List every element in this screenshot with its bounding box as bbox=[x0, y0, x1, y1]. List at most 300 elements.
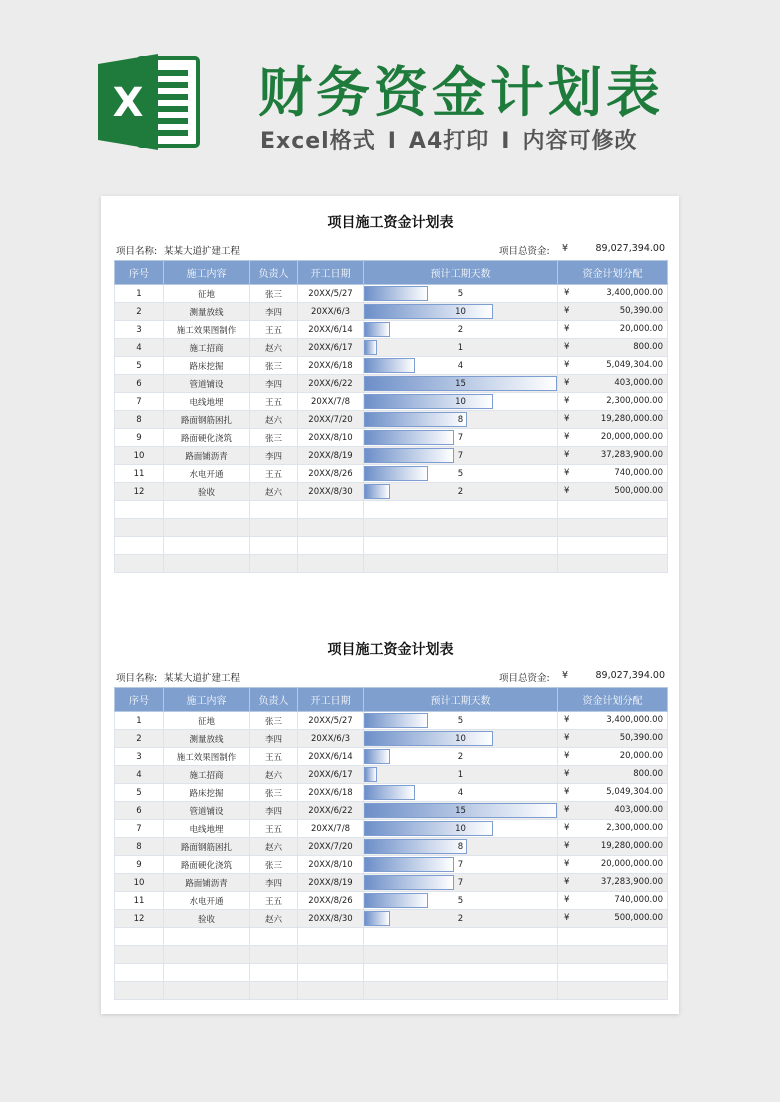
start-date-cell[interactable]: 20XX/6/14 bbox=[298, 321, 364, 339]
empty-cell[interactable] bbox=[364, 519, 558, 537]
table-row bbox=[115, 303, 668, 321]
task-cell[interactable]: 路面钢筋困扎 bbox=[164, 838, 250, 856]
row-number[interactable]: 5 bbox=[115, 784, 164, 802]
row-number[interactable]: 3 bbox=[115, 748, 164, 766]
amount-value: 500,000.00 bbox=[614, 913, 663, 923]
amount-value: 2,300,000.00 bbox=[606, 396, 663, 406]
total-funds-value: 89,027,394.00 bbox=[595, 670, 665, 681]
currency-symbol: ¥ bbox=[564, 877, 570, 887]
start-date-cell[interactable]: 20XX/8/26 bbox=[298, 892, 364, 910]
duration-value: 2 bbox=[457, 324, 464, 335]
empty-cell[interactable] bbox=[250, 964, 298, 982]
owner-cell[interactable]: 李四 bbox=[250, 730, 298, 748]
amount-cell[interactable] bbox=[558, 285, 668, 303]
subtitle-editable: 内容可修改 bbox=[522, 129, 638, 154]
duration-value: 7 bbox=[457, 450, 464, 461]
duration-cell[interactable] bbox=[364, 712, 558, 730]
amount-cell[interactable] bbox=[558, 303, 668, 321]
currency-symbol: ¥ bbox=[564, 486, 570, 496]
amount-value: 740,000.00 bbox=[614, 468, 663, 478]
empty-cell[interactable] bbox=[250, 501, 298, 519]
table-row bbox=[115, 802, 668, 820]
currency-symbol: ¥ bbox=[564, 288, 570, 298]
owner-cell[interactable]: 赵六 bbox=[250, 411, 298, 429]
duration-data-bar bbox=[364, 857, 454, 872]
row-number[interactable]: 2 bbox=[115, 303, 164, 321]
start-date-cell[interactable]: 20XX/7/20 bbox=[298, 838, 364, 856]
owner-cell[interactable]: 李四 bbox=[250, 447, 298, 465]
project-label: 项目名称: bbox=[116, 673, 158, 684]
task-cell[interactable]: 管道铺设 bbox=[164, 375, 250, 393]
currency-symbol: ¥ bbox=[564, 733, 570, 743]
amount-value: 403,000.00 bbox=[614, 378, 663, 388]
task-cell[interactable]: 验收 bbox=[164, 910, 250, 928]
column-header[interactable]: 负责人 bbox=[250, 261, 298, 285]
row-number[interactable]: 8 bbox=[115, 838, 164, 856]
currency-symbol: ¥ bbox=[564, 432, 570, 442]
column-header[interactable]: 序号 bbox=[115, 688, 164, 712]
table-row bbox=[115, 766, 668, 784]
duration-data-bar bbox=[364, 767, 377, 782]
duration-cell[interactable] bbox=[364, 820, 558, 838]
empty-cell[interactable] bbox=[298, 964, 364, 982]
duration-value: 1 bbox=[457, 342, 464, 353]
row-number[interactable]: 3 bbox=[115, 321, 164, 339]
column-header[interactable]: 资金计划分配 bbox=[558, 261, 668, 285]
duration-data-bar bbox=[364, 340, 377, 355]
column-header[interactable]: 预计工期天数 bbox=[364, 688, 558, 712]
owner-cell[interactable]: 李四 bbox=[250, 303, 298, 321]
table-row bbox=[115, 339, 668, 357]
duration-cell[interactable] bbox=[364, 892, 558, 910]
task-cell[interactable]: 路床挖掘 bbox=[164, 784, 250, 802]
owner-cell[interactable]: 王五 bbox=[250, 748, 298, 766]
amount-value: 3,400,000.00 bbox=[606, 288, 663, 298]
amount-cell[interactable] bbox=[558, 802, 668, 820]
empty-cell[interactable] bbox=[298, 537, 364, 555]
empty-cell[interactable] bbox=[298, 555, 364, 573]
owner-cell[interactable]: 王五 bbox=[250, 465, 298, 483]
amount-cell[interactable] bbox=[558, 784, 668, 802]
row-number[interactable]: 10 bbox=[115, 874, 164, 892]
empty-cell[interactable] bbox=[298, 519, 364, 537]
empty-cell[interactable] bbox=[115, 501, 164, 519]
table-row bbox=[115, 375, 668, 393]
empty-cell[interactable] bbox=[364, 555, 558, 573]
task-cell[interactable]: 征地 bbox=[164, 712, 250, 730]
logo-letter: X bbox=[112, 80, 144, 126]
empty-cell[interactable] bbox=[115, 964, 164, 982]
table-header-row bbox=[115, 261, 668, 285]
table-row bbox=[115, 465, 668, 483]
banner bbox=[0, 0, 780, 195]
duration-cell[interactable] bbox=[364, 357, 558, 375]
owner-cell[interactable]: 王五 bbox=[250, 820, 298, 838]
duration-value: 7 bbox=[457, 877, 464, 888]
duration-value: 10 bbox=[455, 733, 466, 744]
currency-symbol: ¥ bbox=[564, 805, 570, 815]
row-number[interactable]: 8 bbox=[115, 411, 164, 429]
amount-cell[interactable] bbox=[558, 447, 668, 465]
sheet-title: 项目施工资金计划表 bbox=[327, 642, 454, 658]
duration-data-bar bbox=[364, 731, 493, 746]
row-number[interactable]: 12 bbox=[115, 910, 164, 928]
table-row bbox=[115, 712, 668, 730]
table-row bbox=[115, 856, 668, 874]
start-date-cell[interactable]: 20XX/8/10 bbox=[298, 429, 364, 447]
owner-cell[interactable]: 王五 bbox=[250, 892, 298, 910]
empty-cell[interactable] bbox=[115, 519, 164, 537]
empty-cell[interactable] bbox=[250, 519, 298, 537]
row-number[interactable]: 9 bbox=[115, 856, 164, 874]
empty-cell[interactable] bbox=[364, 964, 558, 982]
duration-cell[interactable] bbox=[364, 784, 558, 802]
amount-value: 19,280,000.00 bbox=[600, 414, 663, 424]
task-cell[interactable]: 征地 bbox=[164, 285, 250, 303]
start-date-cell[interactable]: 20XX/6/3 bbox=[298, 730, 364, 748]
row-number[interactable]: 4 bbox=[115, 766, 164, 784]
empty-cell[interactable] bbox=[558, 537, 668, 555]
amount-value: 20,000,000.00 bbox=[600, 432, 663, 442]
column-header[interactable]: 施工内容 bbox=[164, 688, 250, 712]
row-number[interactable]: 1 bbox=[115, 712, 164, 730]
duration-value: 10 bbox=[455, 306, 466, 317]
duration-cell[interactable] bbox=[364, 321, 558, 339]
duration-cell[interactable] bbox=[364, 303, 558, 321]
amount-cell[interactable] bbox=[558, 429, 668, 447]
row-number[interactable]: 7 bbox=[115, 820, 164, 838]
row-number[interactable]: 5 bbox=[115, 357, 164, 375]
amount-value: 20,000.00 bbox=[619, 324, 663, 334]
owner-cell[interactable]: 赵六 bbox=[250, 766, 298, 784]
task-cell[interactable]: 路面铺沥青 bbox=[164, 447, 250, 465]
amount-cell[interactable] bbox=[558, 766, 668, 784]
start-date-cell[interactable]: 20XX/7/8 bbox=[298, 820, 364, 838]
empty-cell[interactable] bbox=[364, 946, 558, 964]
amount-value: 20,000,000.00 bbox=[600, 859, 663, 869]
owner-cell[interactable]: 张三 bbox=[250, 429, 298, 447]
amount-cell[interactable] bbox=[558, 892, 668, 910]
empty-cell[interactable] bbox=[164, 501, 250, 519]
duration-data-bar bbox=[364, 893, 428, 908]
amount-value: 5,049,304.00 bbox=[606, 360, 663, 370]
duration-cell[interactable] bbox=[364, 339, 558, 357]
start-date-cell[interactable]: 20XX/6/14 bbox=[298, 748, 364, 766]
sheet-block bbox=[114, 635, 667, 1000]
duration-cell[interactable] bbox=[364, 411, 558, 429]
currency-symbol: ¥ bbox=[562, 670, 569, 681]
duration-value: 2 bbox=[457, 486, 464, 497]
empty-cell[interactable] bbox=[298, 928, 364, 946]
duration-cell[interactable] bbox=[364, 285, 558, 303]
currency-symbol: ¥ bbox=[564, 378, 570, 388]
table-row bbox=[115, 321, 668, 339]
duration-data-bar bbox=[364, 713, 428, 728]
empty-table-row bbox=[115, 555, 668, 573]
empty-cell[interactable] bbox=[164, 537, 250, 555]
owner-cell[interactable]: 赵六 bbox=[250, 483, 298, 501]
row-number[interactable]: 7 bbox=[115, 393, 164, 411]
amount-cell[interactable] bbox=[558, 748, 668, 766]
table-row bbox=[115, 411, 668, 429]
duration-data-bar bbox=[364, 394, 493, 409]
empty-cell[interactable] bbox=[115, 928, 164, 946]
duration-data-bar bbox=[364, 304, 493, 319]
duration-value: 15 bbox=[455, 805, 466, 816]
row-number[interactable]: 6 bbox=[115, 802, 164, 820]
amount-value: 20,000.00 bbox=[619, 751, 663, 761]
amount-cell[interactable] bbox=[558, 411, 668, 429]
start-date-cell[interactable]: 20XX/8/19 bbox=[298, 874, 364, 892]
start-date-cell[interactable]: 20XX/8/19 bbox=[298, 447, 364, 465]
table-row bbox=[115, 483, 668, 501]
empty-cell[interactable] bbox=[558, 519, 668, 537]
owner-cell[interactable]: 赵六 bbox=[250, 910, 298, 928]
task-cell[interactable]: 管道铺设 bbox=[164, 802, 250, 820]
duration-data-bar bbox=[364, 448, 454, 463]
start-date-cell[interactable]: 20XX/6/18 bbox=[298, 784, 364, 802]
empty-cell[interactable] bbox=[558, 982, 668, 1000]
duration-cell[interactable] bbox=[364, 856, 558, 874]
amount-cell[interactable] bbox=[558, 820, 668, 838]
task-cell[interactable]: 路面硬化浇筑 bbox=[164, 856, 250, 874]
currency-symbol: ¥ bbox=[564, 769, 570, 779]
empty-cell[interactable] bbox=[298, 982, 364, 1000]
duration-cell[interactable] bbox=[364, 465, 558, 483]
empty-table-row bbox=[115, 964, 668, 982]
duration-cell[interactable] bbox=[364, 447, 558, 465]
empty-cell[interactable] bbox=[298, 946, 364, 964]
duration-cell[interactable] bbox=[364, 874, 558, 892]
empty-cell[interactable] bbox=[115, 537, 164, 555]
empty-cell[interactable] bbox=[164, 928, 250, 946]
subtitle-separator: I bbox=[501, 129, 511, 154]
amount-cell[interactable] bbox=[558, 375, 668, 393]
table-row bbox=[115, 429, 668, 447]
row-number[interactable]: 2 bbox=[115, 730, 164, 748]
currency-symbol: ¥ bbox=[564, 823, 570, 833]
task-cell[interactable]: 电线地埋 bbox=[164, 393, 250, 411]
empty-cell[interactable] bbox=[364, 928, 558, 946]
project-name: 某某大道扩建工程 bbox=[164, 673, 241, 684]
start-date-cell[interactable]: 20XX/8/30 bbox=[298, 483, 364, 501]
amount-cell[interactable] bbox=[558, 339, 668, 357]
owner-cell[interactable]: 赵六 bbox=[250, 838, 298, 856]
owner-cell[interactable]: 张三 bbox=[250, 856, 298, 874]
duration-data-bar bbox=[364, 322, 390, 337]
sheet-title: 项目施工资金计划表 bbox=[327, 215, 454, 231]
row-number[interactable]: 9 bbox=[115, 429, 164, 447]
duration-cell[interactable] bbox=[364, 483, 558, 501]
owner-cell[interactable]: 赵六 bbox=[250, 339, 298, 357]
amount-cell[interactable] bbox=[558, 874, 668, 892]
start-date-cell[interactable]: 20XX/7/20 bbox=[298, 411, 364, 429]
start-date-cell[interactable]: 20XX/6/22 bbox=[298, 802, 364, 820]
task-cell[interactable]: 水电开通 bbox=[164, 892, 250, 910]
duration-cell[interactable] bbox=[364, 910, 558, 928]
table-row bbox=[115, 447, 668, 465]
row-number[interactable]: 11 bbox=[115, 465, 164, 483]
total-funds-value: 89,027,394.00 bbox=[595, 243, 665, 254]
amount-cell[interactable] bbox=[558, 465, 668, 483]
start-date-cell[interactable]: 20XX/8/10 bbox=[298, 856, 364, 874]
empty-cell[interactable] bbox=[558, 946, 668, 964]
task-cell[interactable]: 测量放线 bbox=[164, 303, 250, 321]
currency-symbol: ¥ bbox=[564, 913, 570, 923]
table-row bbox=[115, 820, 668, 838]
amount-cell[interactable] bbox=[558, 712, 668, 730]
fund-plan-table bbox=[114, 687, 668, 1000]
row-number[interactable]: 6 bbox=[115, 375, 164, 393]
duration-value: 4 bbox=[457, 787, 464, 798]
task-cell[interactable]: 水电开通 bbox=[164, 465, 250, 483]
owner-cell[interactable]: 李四 bbox=[250, 802, 298, 820]
amount-value: 37,283,900.00 bbox=[600, 450, 663, 460]
table-row bbox=[115, 748, 668, 766]
table-row bbox=[115, 784, 668, 802]
duration-cell[interactable] bbox=[364, 766, 558, 784]
task-cell[interactable]: 施工效果图制作 bbox=[164, 748, 250, 766]
duration-cell[interactable] bbox=[364, 802, 558, 820]
owner-cell[interactable]: 王五 bbox=[250, 393, 298, 411]
amount-cell[interactable] bbox=[558, 838, 668, 856]
amount-cell[interactable] bbox=[558, 393, 668, 411]
empty-cell[interactable] bbox=[298, 501, 364, 519]
owner-cell[interactable]: 张三 bbox=[250, 712, 298, 730]
row-number[interactable]: 10 bbox=[115, 447, 164, 465]
amount-cell[interactable] bbox=[558, 357, 668, 375]
empty-cell[interactable] bbox=[364, 501, 558, 519]
row-number[interactable]: 11 bbox=[115, 892, 164, 910]
column-header[interactable]: 负责人 bbox=[250, 688, 298, 712]
amount-cell[interactable] bbox=[558, 483, 668, 501]
owner-cell[interactable]: 李四 bbox=[250, 874, 298, 892]
task-cell[interactable]: 路面铺沥青 bbox=[164, 874, 250, 892]
owner-cell[interactable]: 张三 bbox=[250, 357, 298, 375]
start-date-cell[interactable]: 20XX/8/30 bbox=[298, 910, 364, 928]
currency-symbol: ¥ bbox=[564, 360, 570, 370]
empty-cell[interactable] bbox=[164, 519, 250, 537]
duration-cell[interactable] bbox=[364, 429, 558, 447]
table-row bbox=[115, 730, 668, 748]
duration-cell[interactable] bbox=[364, 375, 558, 393]
duration-value: 1 bbox=[457, 769, 464, 780]
amount-cell[interactable] bbox=[558, 910, 668, 928]
empty-cell[interactable] bbox=[164, 946, 250, 964]
duration-data-bar bbox=[364, 875, 454, 890]
row-number[interactable]: 1 bbox=[115, 285, 164, 303]
empty-cell[interactable] bbox=[364, 982, 558, 1000]
duration-data-bar bbox=[364, 412, 467, 427]
subtitle bbox=[260, 124, 637, 155]
amount-cell[interactable] bbox=[558, 321, 668, 339]
start-date-cell[interactable]: 20XX/6/18 bbox=[298, 357, 364, 375]
row-number[interactable]: 4 bbox=[115, 339, 164, 357]
empty-cell[interactable] bbox=[250, 982, 298, 1000]
empty-cell[interactable] bbox=[558, 555, 668, 573]
start-date-cell[interactable]: 20XX/7/8 bbox=[298, 393, 364, 411]
empty-cell[interactable] bbox=[115, 555, 164, 573]
empty-cell[interactable] bbox=[115, 982, 164, 1000]
duration-value: 5 bbox=[457, 288, 464, 299]
task-cell[interactable]: 施工招商 bbox=[164, 766, 250, 784]
empty-cell[interactable] bbox=[164, 982, 250, 1000]
table-row bbox=[115, 910, 668, 928]
empty-cell[interactable] bbox=[115, 946, 164, 964]
currency-symbol: ¥ bbox=[562, 243, 569, 254]
duration-data-bar bbox=[364, 839, 467, 854]
empty-cell[interactable] bbox=[558, 928, 668, 946]
column-header[interactable]: 开工日期 bbox=[298, 261, 364, 285]
empty-cell[interactable] bbox=[164, 964, 250, 982]
total-funds-label: 项目总资金: bbox=[499, 673, 550, 684]
start-date-cell[interactable]: 20XX/6/17 bbox=[298, 339, 364, 357]
project-info-row bbox=[114, 665, 667, 687]
empty-cell[interactable] bbox=[250, 555, 298, 573]
task-cell[interactable]: 路面硬化浇筑 bbox=[164, 429, 250, 447]
start-date-cell[interactable]: 20XX/8/26 bbox=[298, 465, 364, 483]
start-date-cell[interactable]: 20XX/6/3 bbox=[298, 303, 364, 321]
column-header[interactable]: 预计工期天数 bbox=[364, 261, 558, 285]
owner-cell[interactable]: 李四 bbox=[250, 375, 298, 393]
column-header[interactable]: 资金计划分配 bbox=[558, 688, 668, 712]
empty-cell[interactable] bbox=[164, 555, 250, 573]
column-header[interactable]: 施工内容 bbox=[164, 261, 250, 285]
duration-cell[interactable] bbox=[364, 838, 558, 856]
duration-value: 5 bbox=[457, 895, 464, 906]
empty-cell[interactable] bbox=[364, 537, 558, 555]
task-cell[interactable]: 电线地埋 bbox=[164, 820, 250, 838]
amount-cell[interactable] bbox=[558, 856, 668, 874]
task-cell[interactable]: 验收 bbox=[164, 483, 250, 501]
empty-cell[interactable] bbox=[250, 946, 298, 964]
start-date-cell[interactable]: 20XX/6/22 bbox=[298, 375, 364, 393]
amount-value: 5,049,304.00 bbox=[606, 787, 663, 797]
duration-value: 7 bbox=[457, 432, 464, 443]
column-header[interactable]: 序号 bbox=[115, 261, 164, 285]
empty-cell[interactable] bbox=[558, 501, 668, 519]
task-cell[interactable]: 路面钢筋困扎 bbox=[164, 411, 250, 429]
duration-cell[interactable] bbox=[364, 730, 558, 748]
subtitle-print: A4打印 bbox=[408, 129, 490, 154]
duration-data-bar bbox=[364, 484, 390, 499]
task-cell[interactable]: 施工效果图制作 bbox=[164, 321, 250, 339]
task-cell[interactable]: 路床挖掘 bbox=[164, 357, 250, 375]
project-name: 某某大道扩建工程 bbox=[164, 246, 241, 257]
empty-cell[interactable] bbox=[250, 928, 298, 946]
start-date-cell[interactable]: 20XX/6/17 bbox=[298, 766, 364, 784]
amount-value: 403,000.00 bbox=[614, 805, 663, 815]
owner-cell[interactable]: 张三 bbox=[250, 285, 298, 303]
task-cell[interactable]: 测量放线 bbox=[164, 730, 250, 748]
start-date-cell[interactable]: 20XX/5/27 bbox=[298, 712, 364, 730]
duration-value: 8 bbox=[457, 414, 464, 425]
row-number[interactable]: 12 bbox=[115, 483, 164, 501]
empty-cell[interactable] bbox=[250, 537, 298, 555]
empty-cell[interactable] bbox=[558, 964, 668, 982]
empty-table-row bbox=[115, 501, 668, 519]
project-info-row bbox=[114, 238, 667, 260]
amount-cell[interactable] bbox=[558, 730, 668, 748]
owner-cell[interactable]: 张三 bbox=[250, 784, 298, 802]
start-date-cell[interactable]: 20XX/5/27 bbox=[298, 285, 364, 303]
task-cell[interactable]: 施工招商 bbox=[164, 339, 250, 357]
duration-cell[interactable] bbox=[364, 393, 558, 411]
page-title: 财务资金计划表 bbox=[258, 61, 664, 124]
column-header[interactable]: 开工日期 bbox=[298, 688, 364, 712]
owner-cell[interactable]: 王五 bbox=[250, 321, 298, 339]
duration-cell[interactable] bbox=[364, 748, 558, 766]
